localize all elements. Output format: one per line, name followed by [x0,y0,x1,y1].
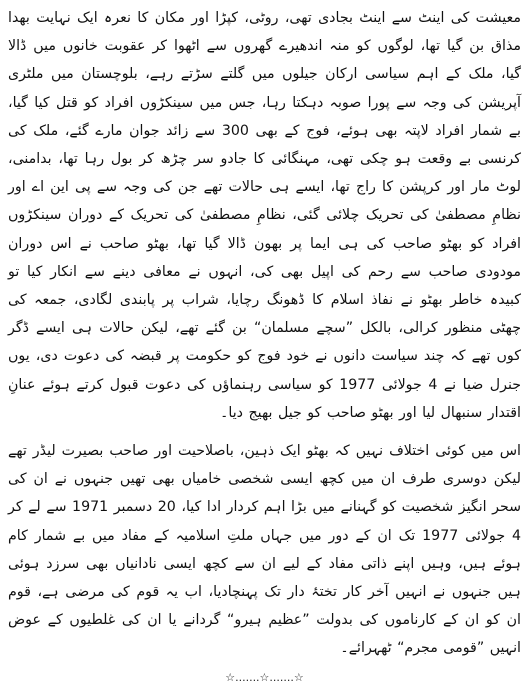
article-paragraph-2: اس میں کوئی اختلاف نہیں کہ بھٹو ایک ذہین، باصلاحیت اور صاحب بصیرت لیڈر تھے لیکن دوسری طرف ان میں کچھ ایسی شخصی خامیاں بھی تھیں جنہوں نے ان کی سحر انگیز شخصیت کو گہنانے میں بڑا اہم کردار ادا کیا، 20 دسمبر 1971 سے لے کر 4 جولائی 1977 تک ان کے دور میں جہاں ملتِ اسلامیہ کے مفاد میں بے شمار کام ہوئے ہیں، وہیں اپنے ذاتی مفاد کے لیے ان سے کچھ ایسی نادانیاں بھی سرزد ہوئی ہیں جنہوں نے انہیں آخر کار تختۂ دار تک پہنچادیا، اب یہ قوم کی مرضی ہے، قوم ان کو ان کے کارناموں کی بدولت ”عظیم ہیرو“ گردانے یا ان کی غلطیوں کے عوض انہیں ”قومی مجرم“ ٹھہرائے۔ [8,443,521,657]
section-separator: ☆.......☆.......☆ [225,670,304,684]
article-paragraph-1: معیشت کی اینٹ سے اینٹ بجادی تھی، روٹی، کپڑا اور مکان کا نعرہ ایک نہایت بھدا مذاق بن گیا تھا، لوگوں کو منہ اندھیرے گھروں سے اٹھوا کر عقوبت خانوں میں ڈالا گیا، ملک کے اہم سیاسی ارکان جیلوں میں گلتے سڑتے رہے، بلوچستان میں ملٹری آپریشن کی وجہ سے پورا صوبہ دہکتا رہا، جس میں سینکڑوں افراد کو قتل کیا گیا، بے شمار افراد لاپتہ بھی ہوئے، فوج کے بھی 300 سے زائد جوان مارے گئے، ملک کی کرنسی بے وقعت ہو چکی تھی، مہنگائی کا جادو سر چڑھ کر بول رہا تھا، بدامنی، لوٹ مار اور کرپشن کا راج تھا، ایسے ہی حالات تھے جن کی وجہ سے پی این اے اور نظامِ مصطفیٰ کی تحریک چلائی گئی، نظامِ مصطفیٰ کی تحریک کے دوران سینکڑوں افراد کو بھٹو صاحب کی ہی ایما پر بھون ڈالا گیا تھا، بھٹو صاحب نے اس دوران مودودی صاحب سے رحم کی اپیل بھی کی، انہوں نے معافی دینے سے انکار کیا تو کبیدہ خاطر بھٹو نے نفاذ اسلام کا ڈھونگ رچایا، شراب پر پابندی لگادی، جمعہ کی چھٹی منظور کرالی، بالکل ”سچے مسلمان“ بن گئے تھے، لیکن حالات ہی ایسے ڈگر کوں تھے کہ چند سیاست دانوں نے خود فوج کو حکومت پر قبضہ کی دعوت دی، یوں جنرل ضیا نے 4 جولائی 1977 کو سیاسی رہنماؤں کی دعوت قبول کرتے ہوئے عنانِ اقتدار سنبھال لیا اور بھٹو صاحب کو جیل بھیج دیا۔ [8,10,521,421]
